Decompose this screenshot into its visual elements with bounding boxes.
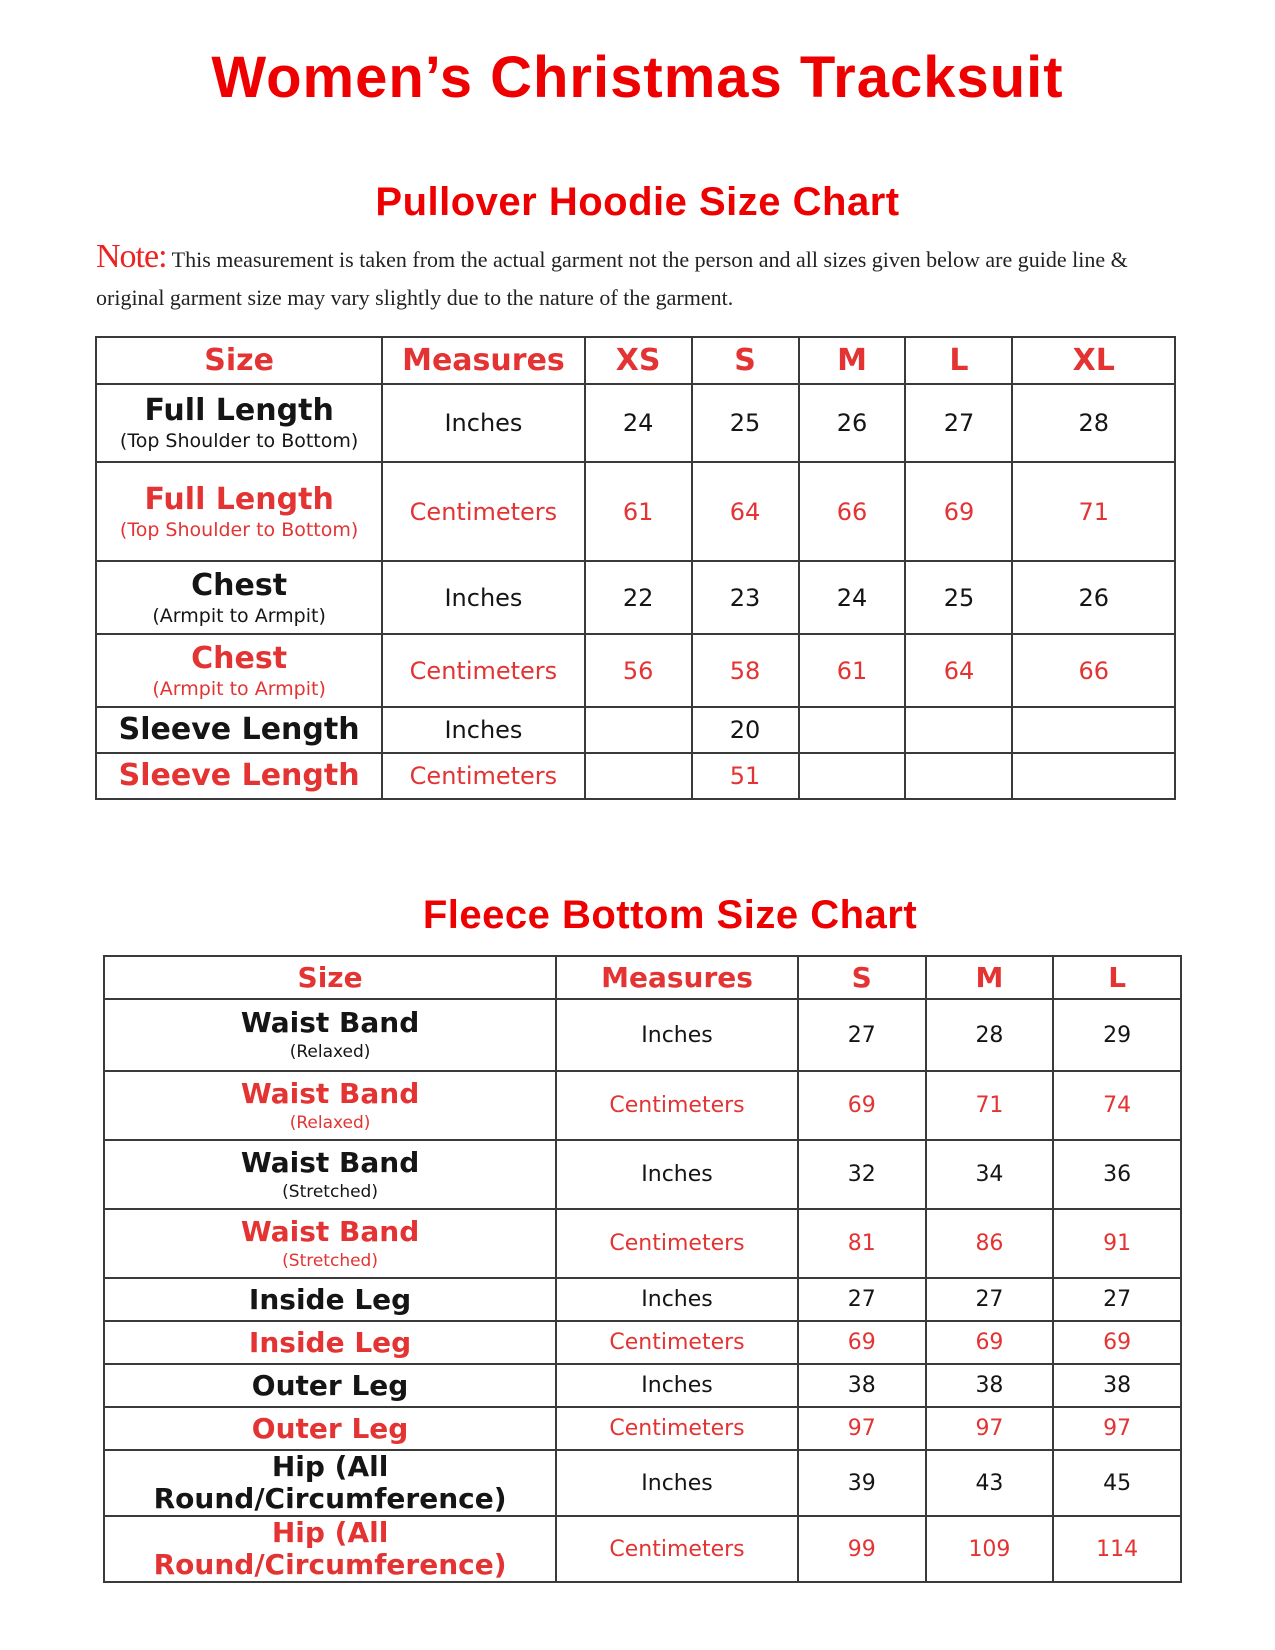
header-cell: Size <box>104 956 556 999</box>
value-cell: 74 <box>1053 1071 1181 1140</box>
table-row <box>104 1278 1181 1321</box>
measurement-cell <box>104 1321 556 1364</box>
value-cell: 86 <box>926 1209 1054 1278</box>
measurement-detail: (Armpit to Armpit) <box>152 677 326 700</box>
header-cell: M <box>926 956 1054 999</box>
value-cell: 34 <box>926 1140 1054 1209</box>
value-cell: 32 <box>798 1140 926 1209</box>
value-cell: 27 <box>798 999 926 1071</box>
note-text: This measurement is taken from the actual garment not the person and all sizes given below are guide line & original garment size may vary slightly due to the nature of the garment. <box>96 247 1128 310</box>
measurement-cell <box>104 1071 556 1140</box>
unit-cell: Centimeters <box>382 753 584 799</box>
measurement-cell <box>104 1278 556 1321</box>
measurement-label: Hip (All Round/Circumference) <box>153 1516 507 1581</box>
value-cell: 38 <box>926 1364 1054 1407</box>
value-cell: 28 <box>1012 384 1175 462</box>
table-row <box>104 1364 1181 1407</box>
value-cell: 28 <box>926 999 1054 1071</box>
value-cell: 81 <box>798 1209 926 1278</box>
value-cell <box>1012 707 1175 753</box>
value-cell: 64 <box>692 462 799 561</box>
measurement-cell <box>104 1364 556 1407</box>
value-cell: 51 <box>692 753 799 799</box>
value-cell: 38 <box>1053 1364 1181 1407</box>
measurement-label: Sleeve Length <box>118 758 360 793</box>
unit-cell: Centimeters <box>556 1516 798 1582</box>
value-cell: 69 <box>926 1321 1054 1364</box>
value-cell: 26 <box>799 384 906 462</box>
value-cell: 69 <box>1053 1321 1181 1364</box>
header-cell: L <box>905 337 1012 384</box>
table-row <box>104 1140 1181 1209</box>
measurement-label: Inside Leg <box>248 1282 412 1316</box>
measurement-detail: (Armpit to Armpit) <box>152 604 326 627</box>
unit-cell: Centimeters <box>556 1321 798 1364</box>
value-cell: 27 <box>1053 1278 1181 1321</box>
header-row <box>104 956 1181 999</box>
table-row <box>104 1209 1181 1278</box>
measurement-cell <box>96 561 382 634</box>
header-cell: XS <box>585 337 692 384</box>
measurement-label: Waist Band <box>240 1076 420 1110</box>
unit-cell: Inches <box>556 1278 798 1321</box>
hoodie-chart-title: Pullover Hoodie Size Chart <box>375 180 900 224</box>
unit-cell: Inches <box>556 1450 798 1516</box>
value-cell: 97 <box>926 1407 1054 1450</box>
measurement-label: Full Length <box>144 481 334 517</box>
measurement-label: Waist Band <box>240 1145 420 1179</box>
bottom-size-table <box>103 955 1182 1583</box>
value-cell: 66 <box>799 462 906 561</box>
measurement-label: Chest <box>191 640 288 676</box>
table-row <box>104 1407 1181 1450</box>
value-cell <box>905 753 1012 799</box>
measurement-cell <box>104 1407 556 1450</box>
measurement-label: Waist Band <box>240 1214 420 1248</box>
value-cell: 91 <box>1053 1209 1181 1278</box>
value-cell <box>799 707 906 753</box>
measurement-label: Outer Leg <box>251 1368 409 1402</box>
table-row <box>96 634 1175 707</box>
unit-cell: Centimeters <box>382 462 584 561</box>
header-row <box>96 337 1175 384</box>
measurement-cell <box>104 999 556 1071</box>
unit-cell: Centimeters <box>382 634 584 707</box>
measurement-cell <box>104 1140 556 1209</box>
unit-cell: Inches <box>556 1140 798 1209</box>
value-cell: 38 <box>798 1364 926 1407</box>
measurement-detail: (Top Shoulder to Bottom) <box>119 518 359 541</box>
value-cell: 71 <box>926 1071 1054 1140</box>
value-cell: 61 <box>799 634 906 707</box>
measurement-cell <box>96 462 382 561</box>
value-cell: 43 <box>926 1450 1054 1516</box>
measurement-cell <box>96 707 382 753</box>
value-cell <box>585 707 692 753</box>
header-cell: S <box>692 337 799 384</box>
value-cell: 27 <box>798 1278 926 1321</box>
unit-cell: Inches <box>382 561 584 634</box>
table-row <box>104 1516 1181 1582</box>
measurement-detail: (Stretched) <box>282 1250 378 1271</box>
unit-cell: Inches <box>382 707 584 753</box>
value-cell <box>799 753 906 799</box>
value-cell: 69 <box>798 1071 926 1140</box>
measurement-detail: (Stretched) <box>282 1181 378 1202</box>
unit-cell: Inches <box>556 999 798 1071</box>
unit-cell: Centimeters <box>556 1209 798 1278</box>
value-cell: 58 <box>692 634 799 707</box>
value-cell: 25 <box>905 561 1012 634</box>
value-cell: 24 <box>585 384 692 462</box>
value-cell: 36 <box>1053 1140 1181 1209</box>
table-row <box>96 707 1175 753</box>
value-cell: 22 <box>585 561 692 634</box>
measurement-label: Outer Leg <box>251 1411 409 1445</box>
measurement-cell <box>104 1209 556 1278</box>
value-cell: 25 <box>692 384 799 462</box>
value-cell: 27 <box>926 1278 1054 1321</box>
header-cell: Measures <box>382 337 584 384</box>
unit-cell: Inches <box>382 384 584 462</box>
unit-cell: Inches <box>556 1364 798 1407</box>
value-cell: 69 <box>905 462 1012 561</box>
unit-cell: Centimeters <box>556 1071 798 1140</box>
measurement-cell <box>96 634 382 707</box>
value-cell: 109 <box>926 1516 1054 1582</box>
unit-cell: Centimeters <box>556 1407 798 1450</box>
measurement-label: Waist Band <box>240 1006 420 1039</box>
value-cell: 56 <box>585 634 692 707</box>
measurement-detail: (Top Shoulder to Bottom) <box>119 430 359 452</box>
table-row <box>96 561 1175 634</box>
value-cell: 27 <box>905 384 1012 462</box>
measurement-label: Sleeve Length <box>118 712 360 747</box>
header-cell: M <box>799 337 906 384</box>
value-cell <box>1012 753 1175 799</box>
measurement-cell <box>96 753 382 799</box>
hoodie-size-table <box>95 336 1176 800</box>
table-row <box>104 1450 1181 1516</box>
measurement-detail: (Relaxed) <box>289 1112 371 1133</box>
value-cell: 23 <box>692 561 799 634</box>
value-cell: 20 <box>692 707 799 753</box>
value-cell: 29 <box>1053 999 1181 1071</box>
value-cell: 39 <box>798 1450 926 1516</box>
table-row <box>96 462 1175 561</box>
value-cell: 26 <box>1012 561 1175 634</box>
value-cell: 99 <box>798 1516 926 1582</box>
measurement-label: Chest <box>191 567 288 603</box>
measurement-note <box>96 238 1196 317</box>
measurement-cell <box>104 1450 556 1516</box>
table-row <box>96 753 1175 799</box>
header-cell: Measures <box>556 956 798 999</box>
value-cell <box>905 707 1012 753</box>
measurement-detail: (Relaxed) <box>289 1042 371 1062</box>
value-cell: 97 <box>798 1407 926 1450</box>
measurement-cell <box>104 1516 556 1582</box>
value-cell: 45 <box>1053 1450 1181 1516</box>
table-row <box>96 384 1175 462</box>
table-row <box>104 1321 1181 1364</box>
header-cell: L <box>1053 956 1181 999</box>
value-cell: 61 <box>585 462 692 561</box>
note-label: Note: <box>96 238 167 275</box>
value-cell: 66 <box>1012 634 1175 707</box>
value-cell: 24 <box>799 561 906 634</box>
measurement-cell <box>96 384 382 462</box>
value-cell: 114 <box>1053 1516 1181 1582</box>
value-cell: 69 <box>798 1321 926 1364</box>
page-title: Women’s Christmas Tracksuit <box>211 45 1064 110</box>
table-row <box>104 999 1181 1071</box>
header-cell: XL <box>1012 337 1175 384</box>
value-cell: 64 <box>905 634 1012 707</box>
measurement-label: Full Length <box>144 393 334 428</box>
value-cell: 71 <box>1012 462 1175 561</box>
measurement-label: Hip (All Round/Circumference) <box>153 1450 507 1515</box>
bottom-chart-title: Fleece Bottom Size Chart <box>422 893 918 937</box>
header-cell: Size <box>96 337 382 384</box>
table-row <box>104 1071 1181 1140</box>
value-cell: 97 <box>1053 1407 1181 1450</box>
value-cell <box>585 753 692 799</box>
header-cell: S <box>798 956 926 999</box>
measurement-label: Inside Leg <box>248 1325 412 1359</box>
